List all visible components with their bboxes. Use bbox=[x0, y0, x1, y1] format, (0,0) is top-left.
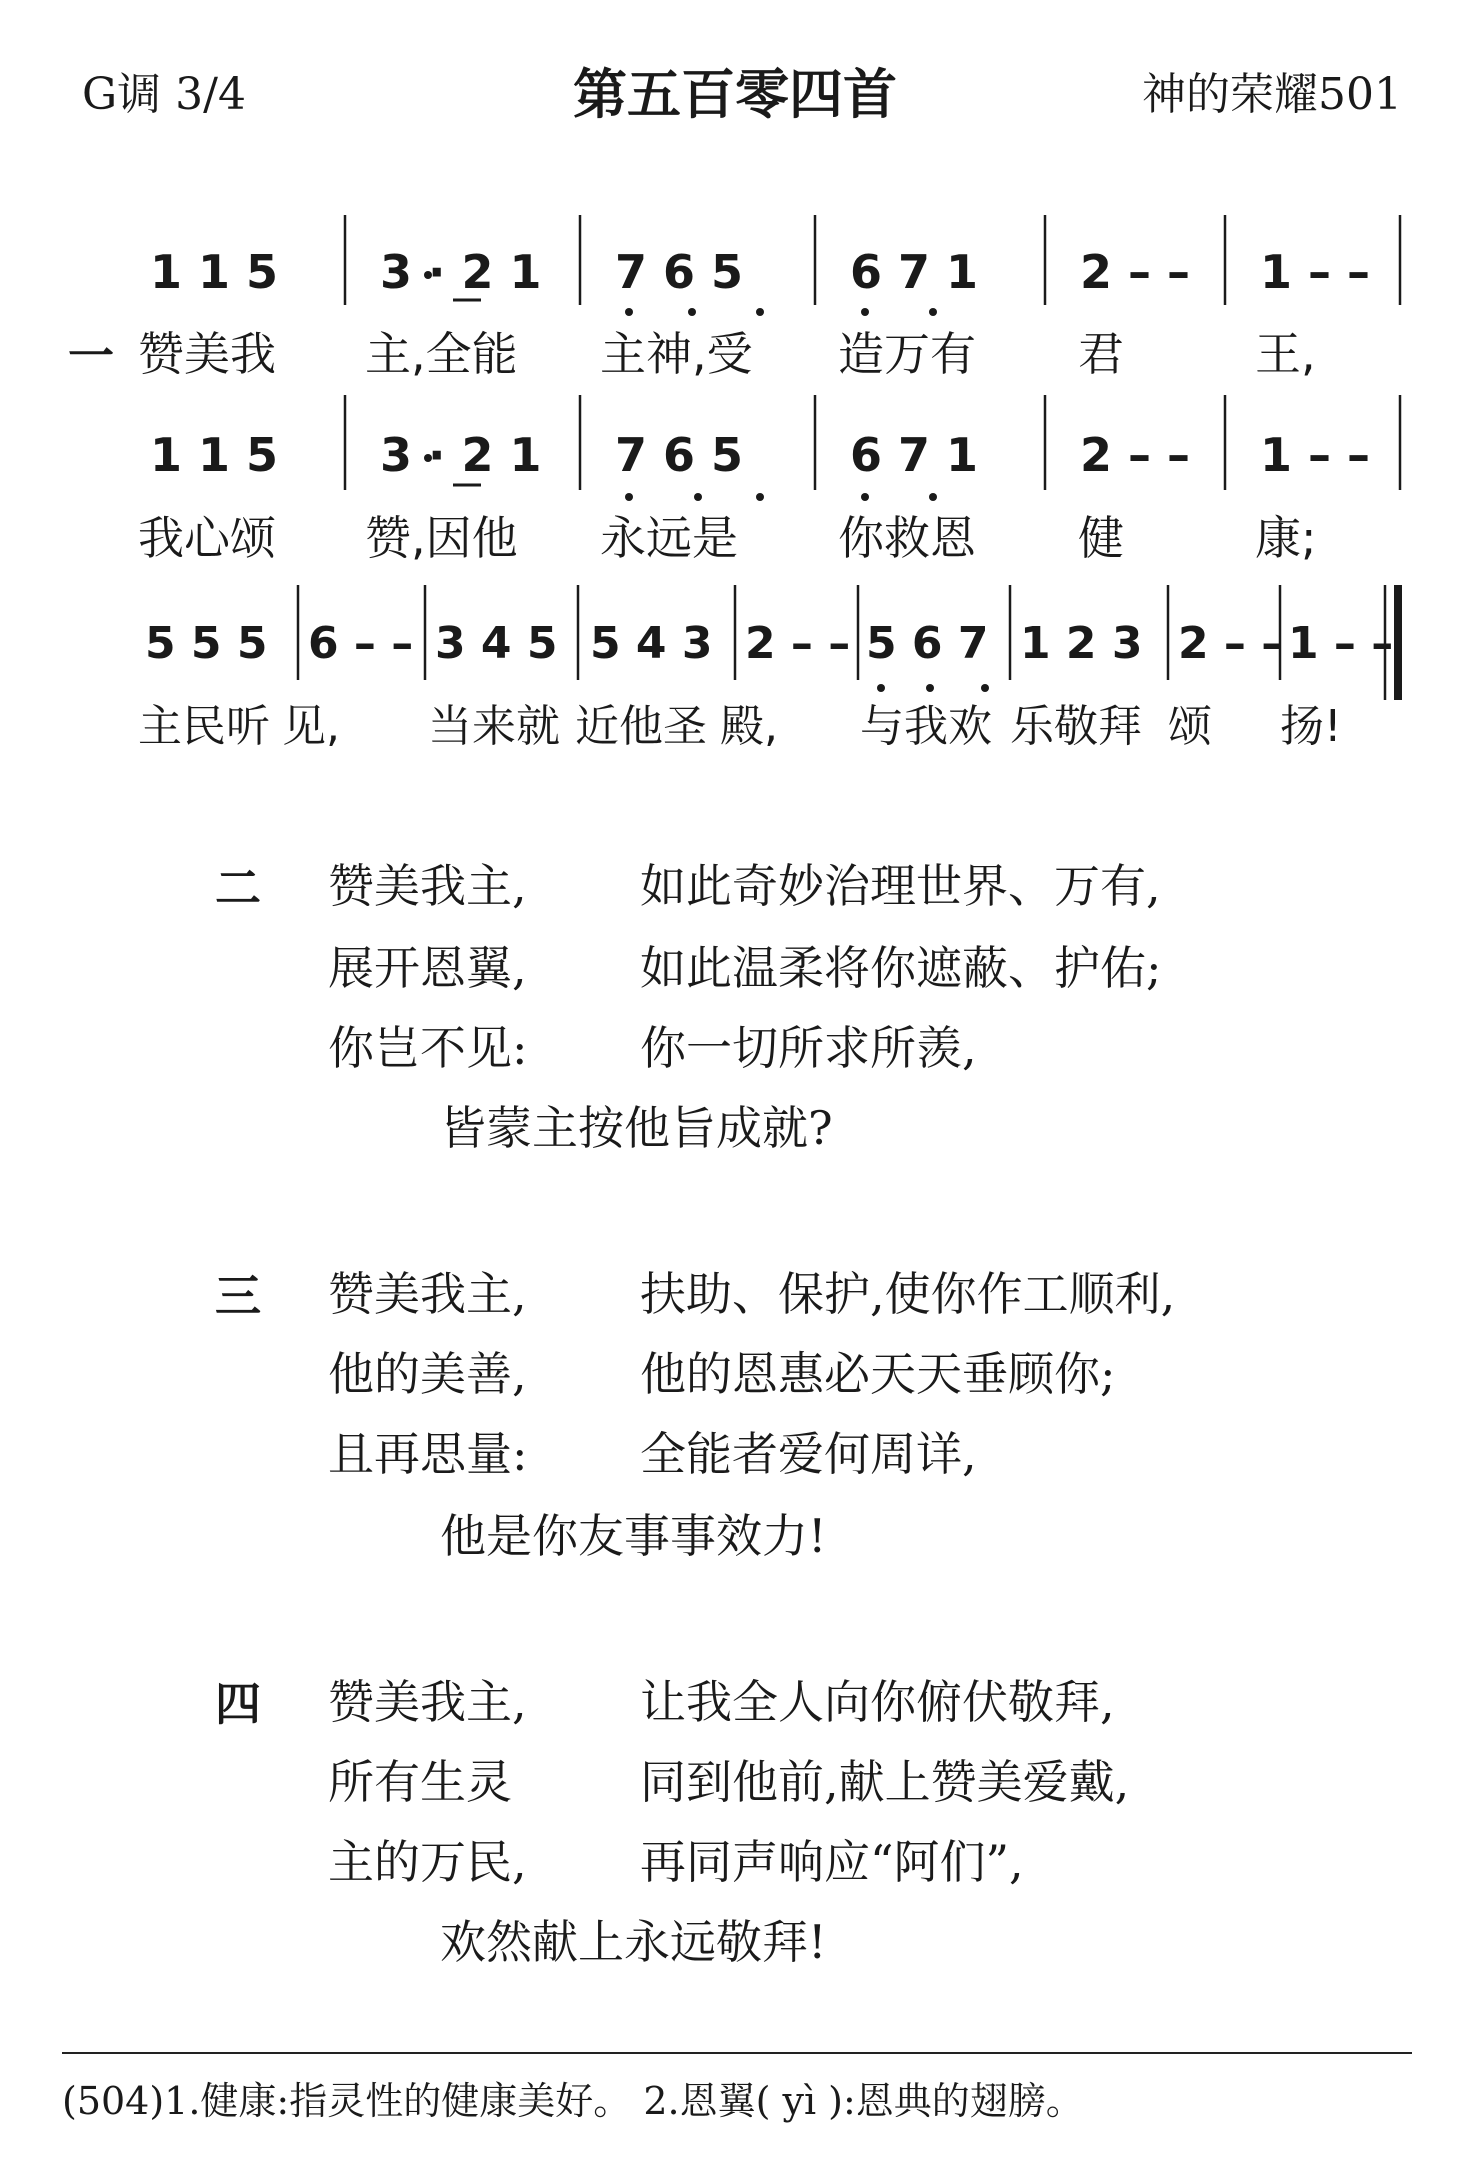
verse-line: 同到他前,献上赞美爱戴, bbox=[640, 1755, 1130, 1809]
measure: 6 7 1 bbox=[850, 245, 979, 299]
verse-line: 且再思量: bbox=[328, 1427, 528, 1481]
lyric: 扬! bbox=[1280, 701, 1342, 752]
measure: 2 – – bbox=[745, 618, 851, 669]
measure: 1 1 5 bbox=[150, 245, 279, 299]
key-signature: G调 3/4 bbox=[82, 69, 246, 120]
lyric: 我心颂 bbox=[138, 511, 276, 565]
lyric: 造万有 bbox=[838, 327, 976, 381]
measure: 5 5 5 bbox=[145, 618, 268, 669]
verse-line: 主的万民, bbox=[328, 1835, 527, 1889]
measure: 5 4 3 bbox=[590, 618, 713, 669]
measure: 7 6 5 bbox=[615, 245, 744, 299]
verse-line: 再同声响应“阿们”, bbox=[640, 1835, 1024, 1889]
verse-number: 二 bbox=[215, 861, 261, 915]
measure: 3 · 2 1 bbox=[380, 428, 542, 482]
measure: 7 6 5 bbox=[615, 428, 744, 482]
measure: 1 – – bbox=[1260, 245, 1371, 299]
verse-line: 所有生灵 bbox=[328, 1755, 512, 1809]
verse-line: 欢然献上永远敬拜! bbox=[440, 1915, 827, 1969]
measure: 5 6 7 bbox=[866, 618, 989, 669]
measure: 3 · 2 1 bbox=[380, 245, 542, 299]
measure: 1 – – bbox=[1288, 618, 1394, 669]
measure: 2 – – bbox=[1080, 428, 1191, 482]
verse-line: 赞美我主, bbox=[328, 859, 527, 913]
verse-line: 他是你友事事效力! bbox=[440, 1509, 827, 1563]
measure: 1 1 5 bbox=[150, 428, 279, 482]
lyric: 见, bbox=[282, 701, 340, 752]
verse-line: 全能者爱何周详, bbox=[640, 1427, 977, 1481]
measure: 2 – – bbox=[1080, 245, 1191, 299]
hymnal-reference: 神的荣耀501 bbox=[1142, 69, 1402, 120]
lyric: 殿, bbox=[720, 701, 778, 752]
verse-line: 展开恩翼, bbox=[328, 941, 527, 995]
measure: 6 – – bbox=[308, 618, 414, 669]
lyric: 主神,受 bbox=[600, 327, 753, 381]
verse-line: 赞美我主, bbox=[328, 1267, 527, 1321]
lyric: 近他圣 bbox=[575, 701, 707, 752]
verse-line: 你岂不见: bbox=[328, 1021, 528, 1075]
verse-number: 四 bbox=[215, 1677, 261, 1731]
verse-line: 皆蒙主按他旨成就? bbox=[440, 1101, 833, 1155]
footnote: (504)1.健康:指灵性的健康美好。 2.恩翼( yì ):恩典的翅膀。 bbox=[62, 2079, 1084, 2123]
lyric: 颂 bbox=[1168, 701, 1212, 752]
lyric: 王, bbox=[1255, 327, 1316, 381]
verse-line: 让我全人向你俯伏敬拜, bbox=[640, 1675, 1115, 1729]
lyric: 乐敬拜 bbox=[1010, 701, 1142, 752]
measure: 1 2 3 bbox=[1020, 618, 1143, 669]
lyric: 赞美我 bbox=[138, 327, 276, 381]
final-barline-thick bbox=[1394, 585, 1402, 700]
measure: 2 – – bbox=[1178, 618, 1284, 669]
lyric: 健 bbox=[1078, 511, 1124, 565]
verse-number: 三 bbox=[215, 1269, 261, 1323]
measure: 3 4 5 bbox=[435, 618, 558, 669]
verse-line: 他的美善, bbox=[328, 1347, 527, 1401]
verse-line: 赞美我主, bbox=[328, 1675, 527, 1729]
measure: 6 7 1 bbox=[850, 428, 979, 482]
verse-marker: 一 bbox=[68, 329, 114, 383]
verse-line: 如此温柔将你遮蔽、护佑; bbox=[640, 941, 1162, 995]
footnote-divider bbox=[62, 2052, 1412, 2054]
lyric: 当来就 bbox=[428, 701, 560, 752]
lyric: 赞,因他 bbox=[365, 511, 518, 565]
lyric: 你救恩 bbox=[838, 511, 976, 565]
measure: 1 – – bbox=[1260, 428, 1371, 482]
verse-line: 扶助、保护,使你作工顺利, bbox=[640, 1267, 1176, 1321]
verse-line: 你一切所求所羡, bbox=[640, 1021, 977, 1075]
verse-line: 他的恩惠必天天垂顾你; bbox=[640, 1347, 1116, 1401]
lyric: 主,全能 bbox=[365, 327, 518, 381]
hymn-title: 第五百零四首 bbox=[573, 63, 897, 126]
lyric: 康; bbox=[1255, 511, 1317, 565]
lyric: 主民听 bbox=[138, 701, 270, 752]
lyric: 永远是 bbox=[600, 511, 738, 565]
verse-line: 如此奇妙治理世界、万有, bbox=[640, 859, 1161, 913]
lyric: 君 bbox=[1078, 327, 1124, 381]
lyric: 与我欢 bbox=[860, 701, 992, 752]
